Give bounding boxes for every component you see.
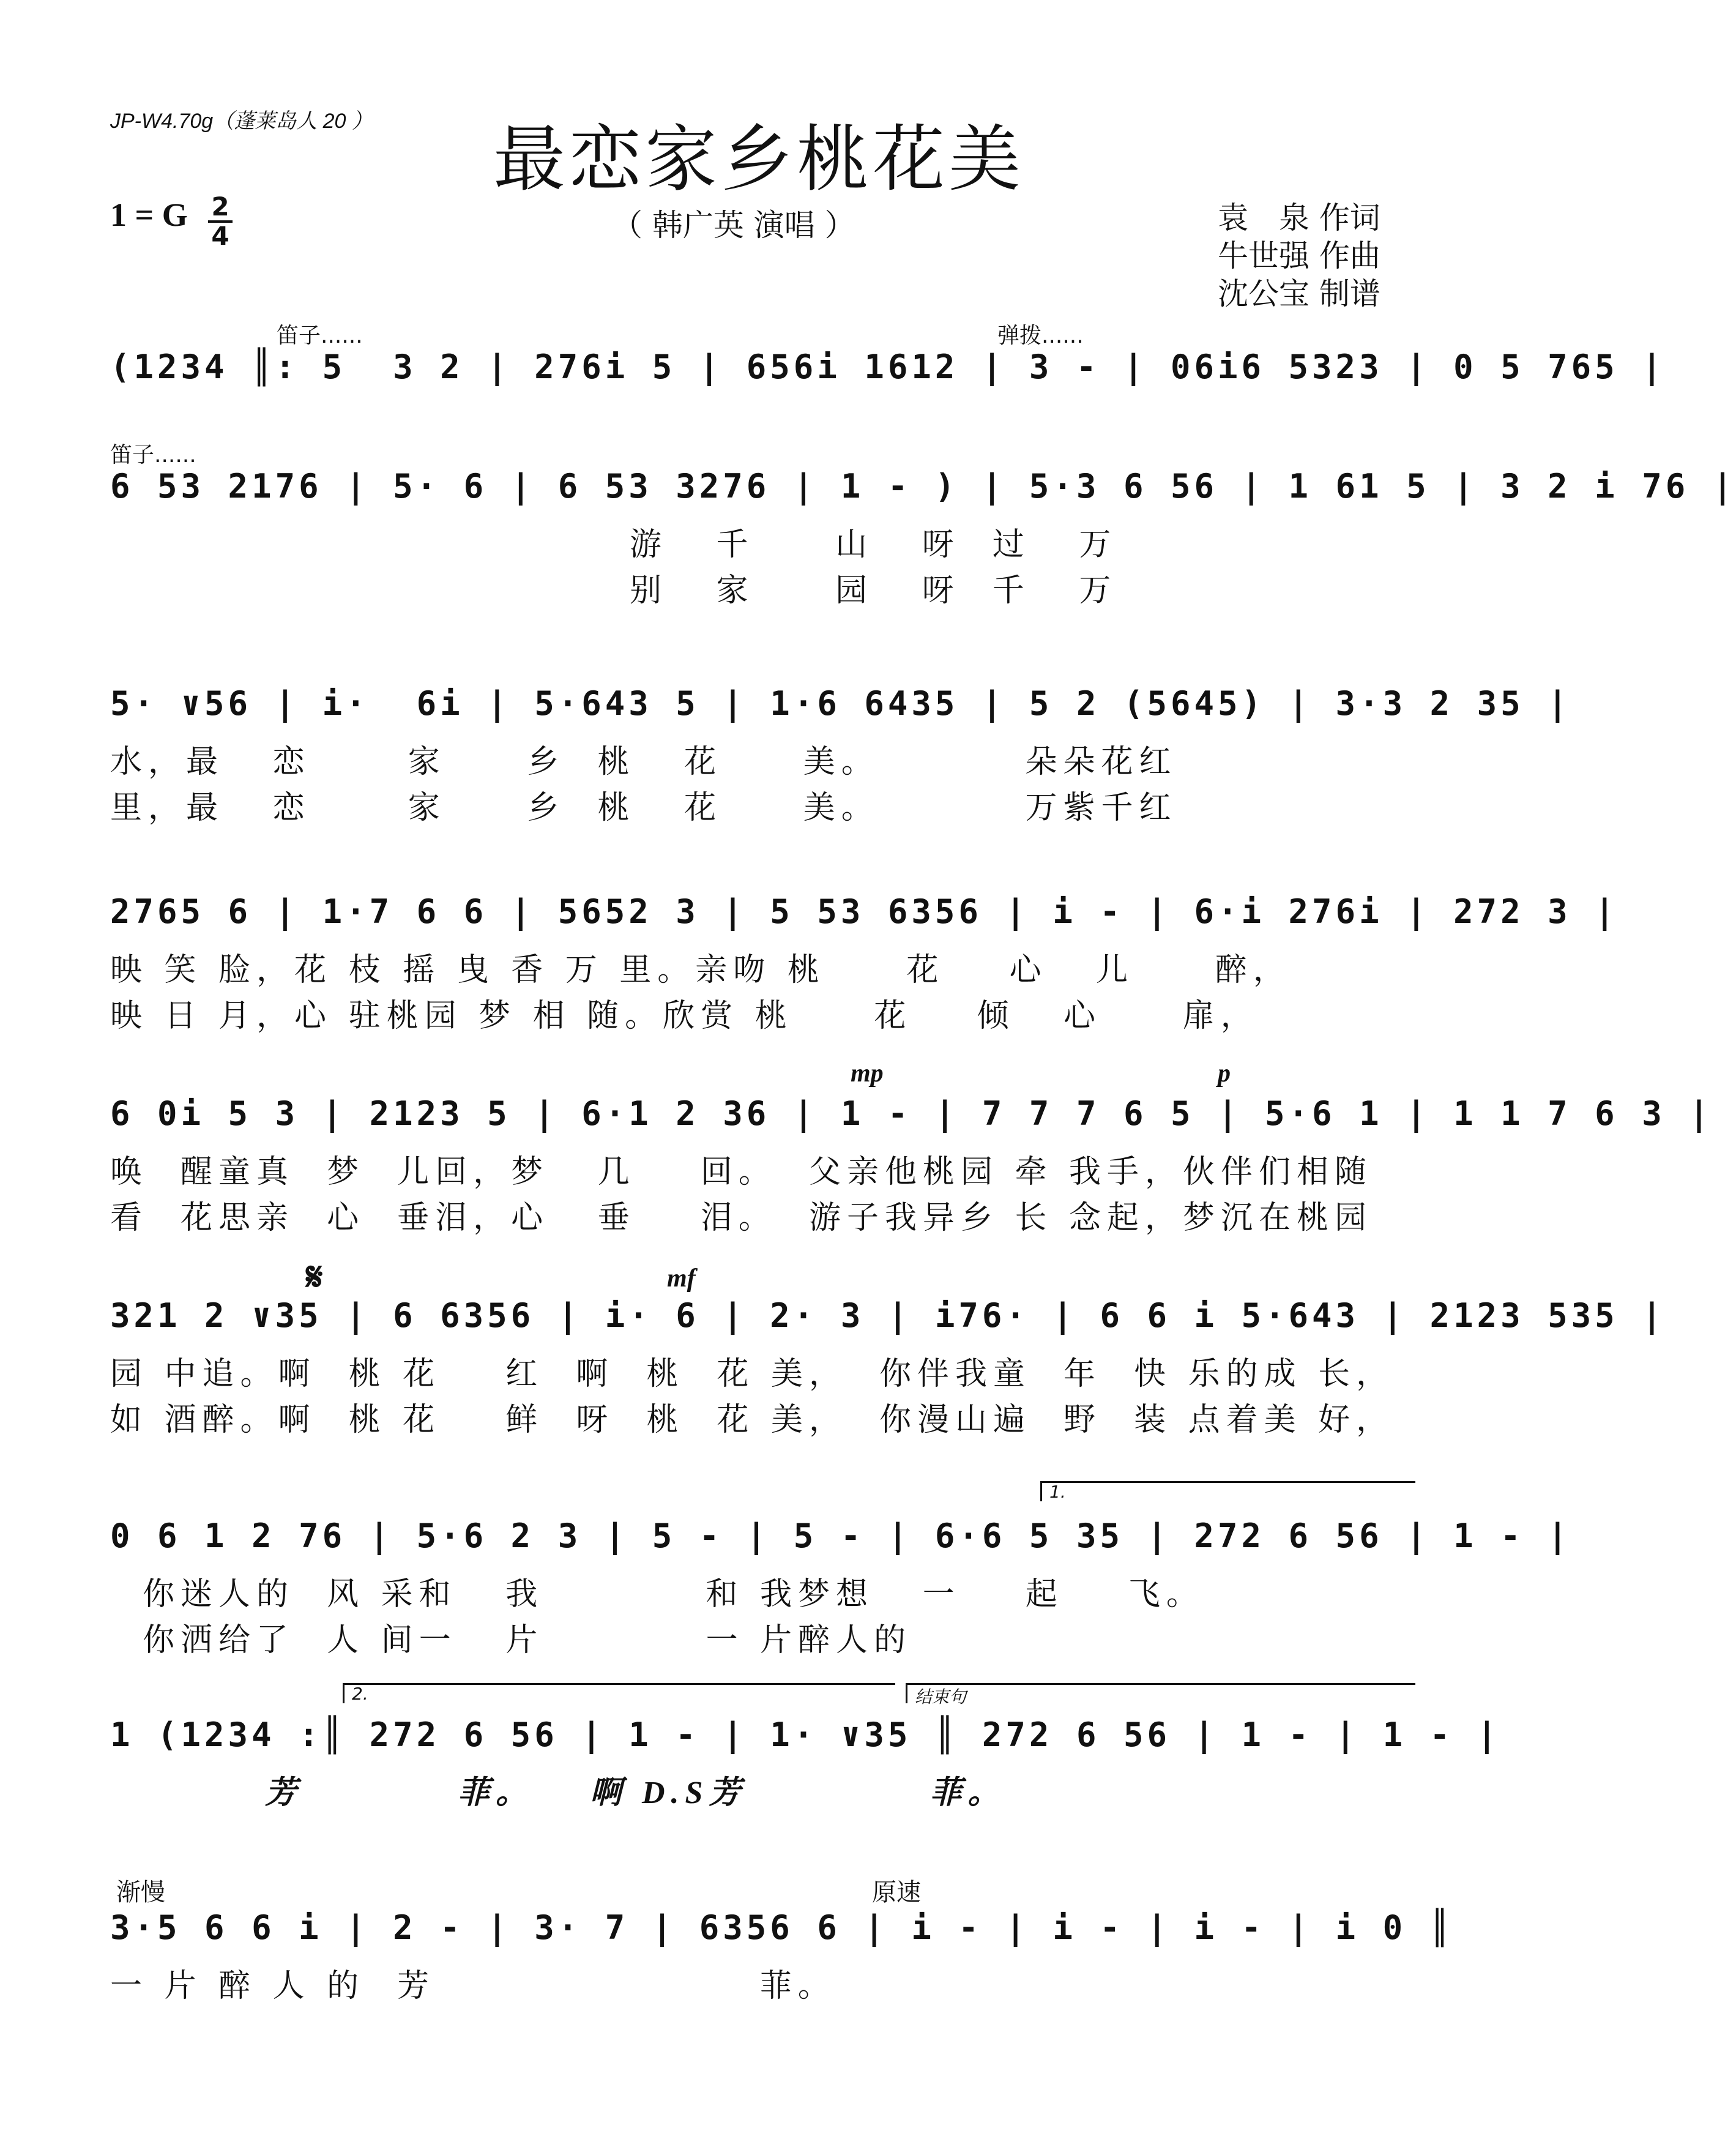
system-8-lyric-1: 芳 菲。 啊 D.S芳 菲。: [110, 1775, 1006, 1810]
volta-1-label: 1.: [1049, 1482, 1066, 1502]
credits: [1218, 199, 1380, 313]
tempo-mark-a-tempo: 原速: [872, 1878, 921, 1906]
key-signature: 1 = G: [110, 196, 188, 233]
system-7-notes: 0 6 1 2 76 | 5·6 2 3 | 5 - | 5 - | 6·6 5 35 | 272 6 56 | 1 - |: [110, 1517, 1571, 1555]
segno-icon: 𝄋: [306, 1255, 323, 1300]
time-signature-bottom: 4: [211, 221, 229, 251]
coda-label: 结束句: [915, 1687, 967, 1707]
system-3-lyric-2: 里，最 恋 家 乡 桃 花 美。 万紫千红: [110, 790, 1177, 826]
volta-2-label: 2.: [352, 1684, 368, 1704]
system-5-notes: 6 0i 5 3 | 2123 5 | 6·1 2 36 | 1 - | 7 7 7 6 5 | 5·6 1 | 1 1 7 6 3 |: [110, 1094, 1713, 1133]
dynamic-mp: mp: [851, 1059, 884, 1088]
system-9-lyric-1: 一 片 醉 人 的 芳 菲。: [110, 1968, 836, 2004]
system-9-notes: 3·5 6 6 i | 2 - | 3· 7 | 6356 6 | i - | i - | i - | i 0 ║: [110, 1908, 1454, 1947]
system-5-lyric-1: 唤 醒童真 梦 儿回，梦 几 回。 父亲他桃园 牵 我手，伙伴们相随: [110, 1154, 1373, 1190]
system-1-mark-2: 弹拨......: [997, 323, 1084, 348]
performer: （ 韩广英 演唱 ）: [612, 207, 855, 243]
system-2-mark-1: 笛子......: [110, 442, 196, 468]
system-5-lyric-2: 看 花思亲 心 垂泪，心 垂 泪。 游子我异乡 长 念起，梦沉在桃园: [110, 1200, 1373, 1236]
score-code: JP-W4.70g（蓬莱岛人 20 ）: [110, 110, 373, 133]
system-6-lyric-1: 园 中追。啊 桃 花 红 啊 桃 花 美， 你伴我童 年 快 乐的成 长，: [110, 1356, 1395, 1392]
system-2-notes: 6 53 2176 | 5· 6 | 6 53 3276 | 1 - ) | 5·3 6 56 | 1 61 5 | 3 2 i 76 |: [110, 467, 1736, 506]
system-3-notes: 5· ∨56 | i· 6i | 5·643 5 | 1·6 6435 | 5 2 (5645) | 3·3 2 35 |: [110, 684, 1571, 723]
dynamic-mf: mf: [667, 1264, 696, 1293]
time-signature: [208, 192, 233, 251]
tempo-mark-ritardando: 渐慢: [116, 1878, 165, 1906]
system-1-mark-1: 笛子......: [277, 323, 363, 348]
system-7-lyric-1: 你迷人的 风 采和 我 和 我梦想 一 起 飞。: [110, 1576, 1204, 1613]
time-signature-top: 2: [211, 192, 229, 222]
arranger: 沈公宝 制谱: [1218, 276, 1380, 312]
dynamic-p: p: [1218, 1059, 1231, 1088]
system-8-notes: 1 (1234 :║ 272 6 56 | 1 - | 1· ∨35 ║ 272 6 56 | 1 - | 1 - |: [110, 1716, 1501, 1754]
system-4-notes: 2765 6 | 1·7 6 6 | 5652 3 | 5 53 6356 | i - | 6·i 276i | 272 3 |: [110, 892, 1619, 931]
system-6-lyric-2: 如 酒醉。啊 桃 花 鲜 呀 桃 花 美， 你漫山遍 野 装 点着美 好，: [110, 1402, 1395, 1438]
composer: 牛世强 作曲: [1218, 238, 1380, 274]
volta-1: [1040, 1481, 1415, 1501]
system-3-lyric-1: 水，最 恋 家 乡 桃 花 美。 朵朵花红: [110, 744, 1177, 780]
lyricist: 袁 泉 作词: [1218, 200, 1380, 236]
system-1-notes: (1234 ║: 5 3 2 | 276i 5 | 656i 1612 | 3 - | 06i6 5323 | 0 5 765 |: [110, 348, 1666, 386]
system-6-notes: 321 2 ∨35 | 6 6356 | i· 6 | 2· 3 | i76· | 6 6 i 5·643 | 2123 535 |: [110, 1296, 1666, 1335]
system-4-lyric-1: 映 笑 脸，花 枝 摇 曳 香 万 里。亲吻 桃 花 心 儿 醉，: [110, 952, 1291, 988]
volta-2: [343, 1683, 895, 1703]
system-7-lyric-2: 你洒给了 人 间一 片 一 片醉人的: [110, 1622, 912, 1659]
system-4-lyric-2: 映 日 月，心 驻桃园 梦 相 随。欣赏 桃 花 倾 心 扉，: [110, 998, 1259, 1034]
coda-bracket: [906, 1683, 1415, 1707]
system-2-lyric-2: 别 家 园 呀 千 万: [110, 572, 1117, 609]
page-title: 最恋家乡桃花美: [493, 117, 1024, 201]
system-2-lyric-1: 游 千 山 呀 过 万: [110, 526, 1117, 563]
